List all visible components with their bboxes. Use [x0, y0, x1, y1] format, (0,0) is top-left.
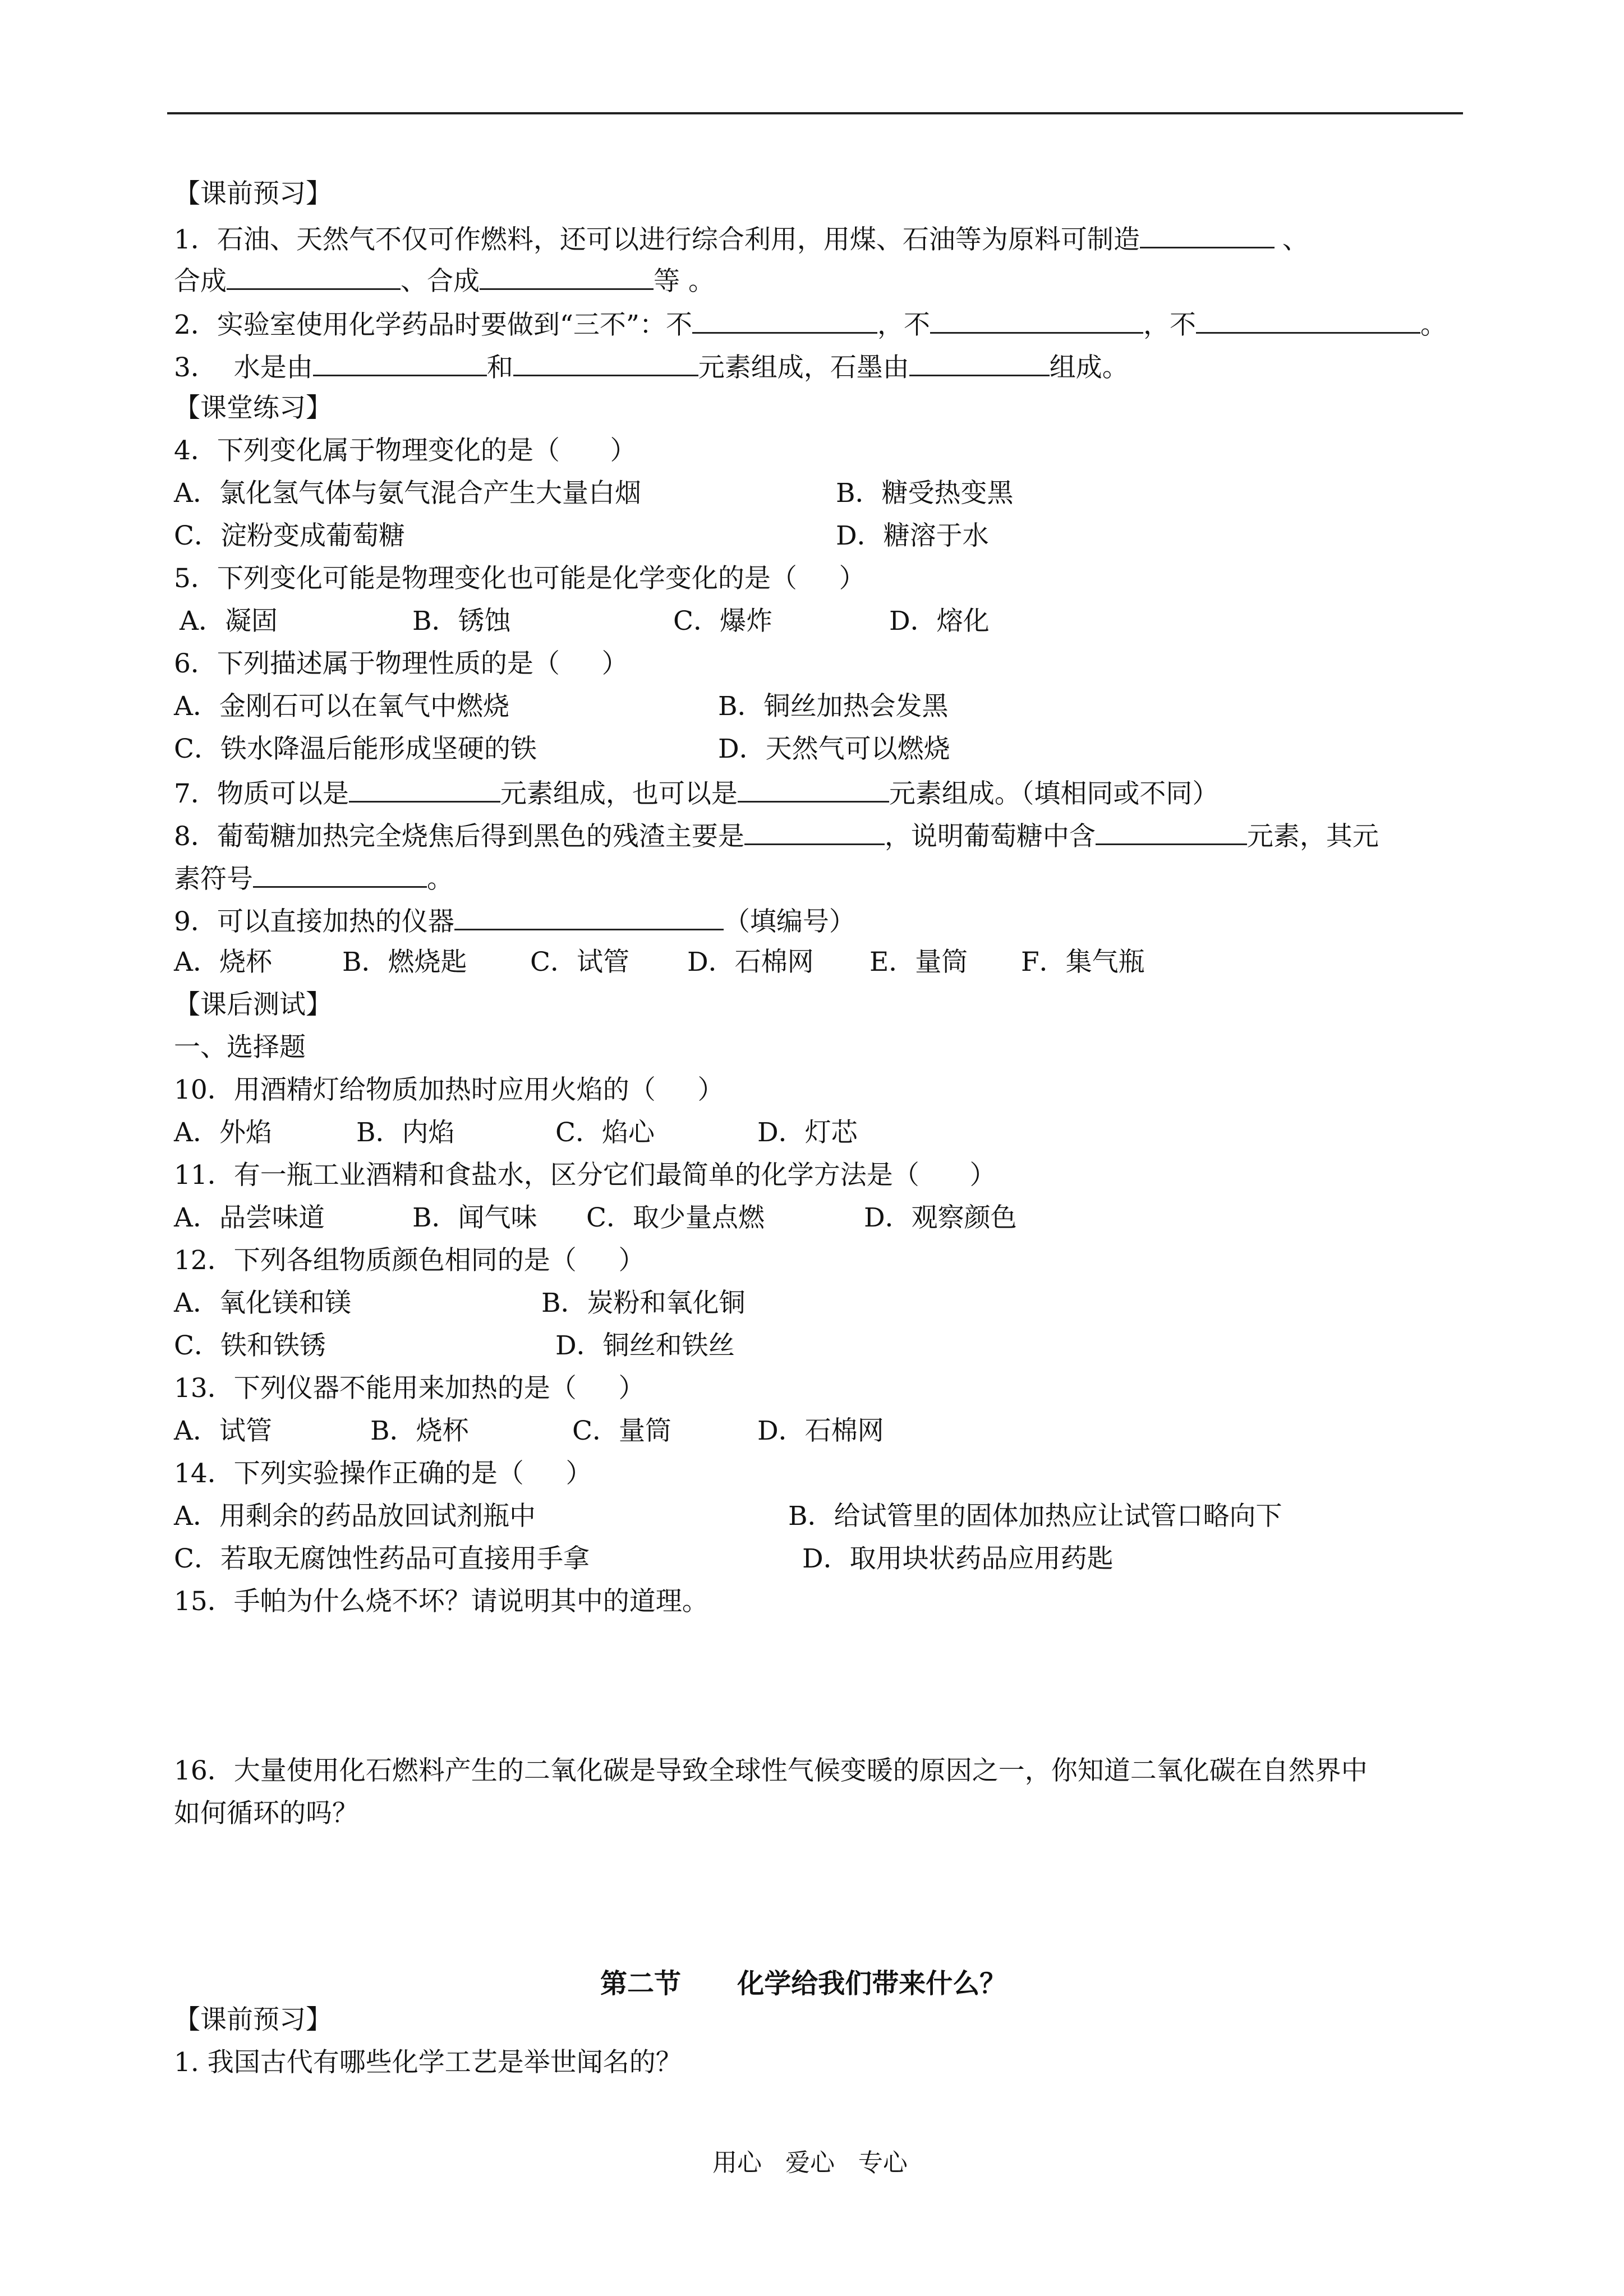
blank[interactable]: [744, 819, 885, 845]
header-rule: [167, 112, 1463, 114]
blank[interactable]: [349, 776, 500, 803]
option-a[interactable]: A．金刚石可以在氧气中燃烧: [174, 691, 509, 722]
option-a[interactable]: A．烧杯: [174, 947, 272, 978]
question-6-options-cd: [174, 734, 950, 765]
question-11-options: [174, 1202, 1017, 1234]
option-d[interactable]: D．灯芯: [757, 1117, 858, 1148]
option-d[interactable]: D．糖溶于水: [836, 520, 989, 551]
question-3: 3． 水是由 和 元素组成，石墨由 组成。: [174, 350, 1129, 384]
question-12-stem: 12．下列各组物质颜色相同的是（ ）: [174, 1245, 645, 1276]
blank[interactable]: [1196, 307, 1420, 334]
option-b[interactable]: B．燃烧匙: [342, 947, 467, 978]
question-12-options-ab: [174, 1288, 746, 1319]
question-15: 15．手帕为什么烧不坏？请说明其中的道理。: [174, 1586, 709, 1617]
preview-heading-2: 【课前预习】: [174, 2004, 332, 2035]
section-2-question-1: 1. 我国古代有哪些化学工艺是举世闻名的？: [174, 2047, 682, 2078]
option-b[interactable]: B．烧杯: [370, 1416, 469, 1446]
option-c[interactable]: C．取少量点燃: [586, 1202, 765, 1233]
question-10-options: [174, 1117, 858, 1149]
option-d[interactable]: D．熔化: [889, 606, 990, 637]
option-a[interactable]: A．试管: [174, 1416, 272, 1446]
option-f[interactable]: F．集气瓶: [1021, 947, 1145, 978]
question-4-options-ab: [174, 478, 1014, 509]
option-c[interactable]: C．铁水降温后能形成坚硬的铁: [174, 734, 537, 764]
question-9-options: [174, 947, 1145, 978]
option-e[interactable]: E．量筒: [869, 947, 968, 978]
question-2: 2．实验室使用化学药品时要做到“三不”：不 ，不 ，不 。: [174, 307, 1447, 341]
blank[interactable]: [930, 307, 1143, 334]
blank[interactable]: [480, 264, 654, 290]
option-d[interactable]: D．天然气可以燃烧: [718, 734, 950, 764]
option-b[interactable]: B．铜丝加热会发黑: [718, 691, 949, 722]
question-8-line-1: 8．葡萄糖加热完全烧焦后得到黑色的残渣主要是 ，说明葡萄糖中含 元素，其元: [174, 819, 1379, 852]
classwork-heading: 【课堂练习】: [174, 393, 332, 423]
blank[interactable]: [1140, 222, 1275, 248]
page-footer: 用心 爱心 专心: [712, 2149, 908, 2177]
option-b[interactable]: B．炭粉和氧化铜: [541, 1288, 746, 1318]
option-b[interactable]: B．糖受热变黑: [836, 478, 1014, 509]
option-a[interactable]: A．用剩余的药品放回试剂瓶中: [174, 1501, 536, 1532]
blank[interactable]: [454, 904, 724, 930]
section-title: 第二节 化学给我们带来什么？: [600, 1968, 1007, 1999]
option-d[interactable]: D．取用块状药品应用药匙: [802, 1543, 1114, 1574]
question-6-stem: 6．下列描述属于物理性质的是（ ）: [174, 648, 628, 679]
question-7: 7．物质可以是 元素组成，也可以是 元素组成。（填相同或不同）: [174, 776, 1218, 810]
option-b[interactable]: B．给试管里的固体加热应让试管口略向下: [788, 1501, 1282, 1532]
question-8-line-2: 素符号 。: [174, 861, 453, 895]
question-16-line-2: 如何循环的吗？: [174, 1798, 358, 1829]
option-c[interactable]: C．淀粉变成葡萄糖: [174, 520, 405, 551]
option-d[interactable]: D．观察颜色: [864, 1202, 1017, 1233]
question-4-stem: 4．下列变化属于物理变化的是（ ）: [174, 435, 637, 466]
blank[interactable]: [253, 861, 427, 888]
option-b[interactable]: B．内焰: [356, 1117, 455, 1148]
question-16-line-1: 16．大量使用化石燃料产生的二氧化碳是导致全球性气候变暖的原因之一，你知道二氧化碳在自然界中: [174, 1755, 1368, 1786]
option-b[interactable]: B．闻气味: [412, 1202, 537, 1233]
option-d[interactable]: D．铜丝和铁丝: [555, 1330, 735, 1361]
question-11-stem: 11．有一瓶工业酒精和食盐水，区分它们最简单的化学方法是（ ）: [174, 1160, 996, 1191]
question-9-stem: 9．可以直接加热的仪器 （填编号）: [174, 904, 855, 938]
question-6-options-ab: [174, 691, 949, 722]
option-c[interactable]: C．爆炸: [673, 606, 772, 637]
question-10-stem: 10．用酒精灯给物质加热时应用火焰的（ ）: [174, 1075, 724, 1105]
option-c[interactable]: C．焰心: [555, 1117, 655, 1148]
option-c[interactable]: C．若取无腐蚀性药品可直接用手拿: [174, 1543, 590, 1574]
choice-subheading: 一、选择题: [174, 1032, 306, 1063]
blank[interactable]: [313, 350, 487, 376]
option-c[interactable]: C．量筒: [572, 1416, 671, 1446]
question-4-options-cd: [174, 520, 989, 552]
question-13-options: [174, 1416, 884, 1447]
option-a[interactable]: A．凝固: [180, 606, 278, 637]
option-b[interactable]: B．锈蚀: [412, 606, 511, 637]
question-14-options-cd: [174, 1543, 1114, 1575]
option-d[interactable]: D．石棉网: [757, 1416, 884, 1446]
blank[interactable]: [513, 350, 698, 376]
option-a[interactable]: A．外焰: [174, 1117, 272, 1148]
blank[interactable]: [1096, 819, 1247, 845]
blank[interactable]: [227, 264, 401, 290]
question-12-options-cd: [174, 1330, 735, 1362]
question-1-line-2: 合成 、合成 等 。: [174, 264, 715, 297]
question-13-stem: 13．下列仪器不能用来加热的是（ ）: [174, 1373, 645, 1404]
question-14-stem: 14．下列实验操作正确的是（ ）: [174, 1458, 592, 1489]
test-heading: 【课后测试】: [174, 989, 332, 1020]
preview-heading: 【课前预习】: [174, 178, 332, 209]
question-1-line-1: 1．石油、天然气不仅可作燃料，还可以进行综合利用，用煤、石油等为原料可制造 、: [174, 222, 1309, 256]
blank[interactable]: [692, 307, 877, 334]
blank[interactable]: [909, 350, 1050, 376]
question-5-stem: 5．下列变化可能是物理变化也可能是化学变化的是（ ）: [174, 563, 866, 594]
question-14-options-ab: [174, 1501, 1282, 1532]
question-5-options: [174, 606, 990, 637]
option-c[interactable]: C．试管: [530, 947, 629, 978]
option-a[interactable]: A．品尝味道: [174, 1202, 325, 1233]
option-a[interactable]: A．氯化氢气体与氨气混合产生大量白烟: [174, 478, 641, 509]
option-c[interactable]: C．铁和铁锈: [174, 1330, 326, 1361]
option-a[interactable]: A．氧化镁和镁: [174, 1288, 351, 1318]
blank[interactable]: [738, 776, 889, 803]
option-d[interactable]: D．石棉网: [687, 947, 814, 978]
